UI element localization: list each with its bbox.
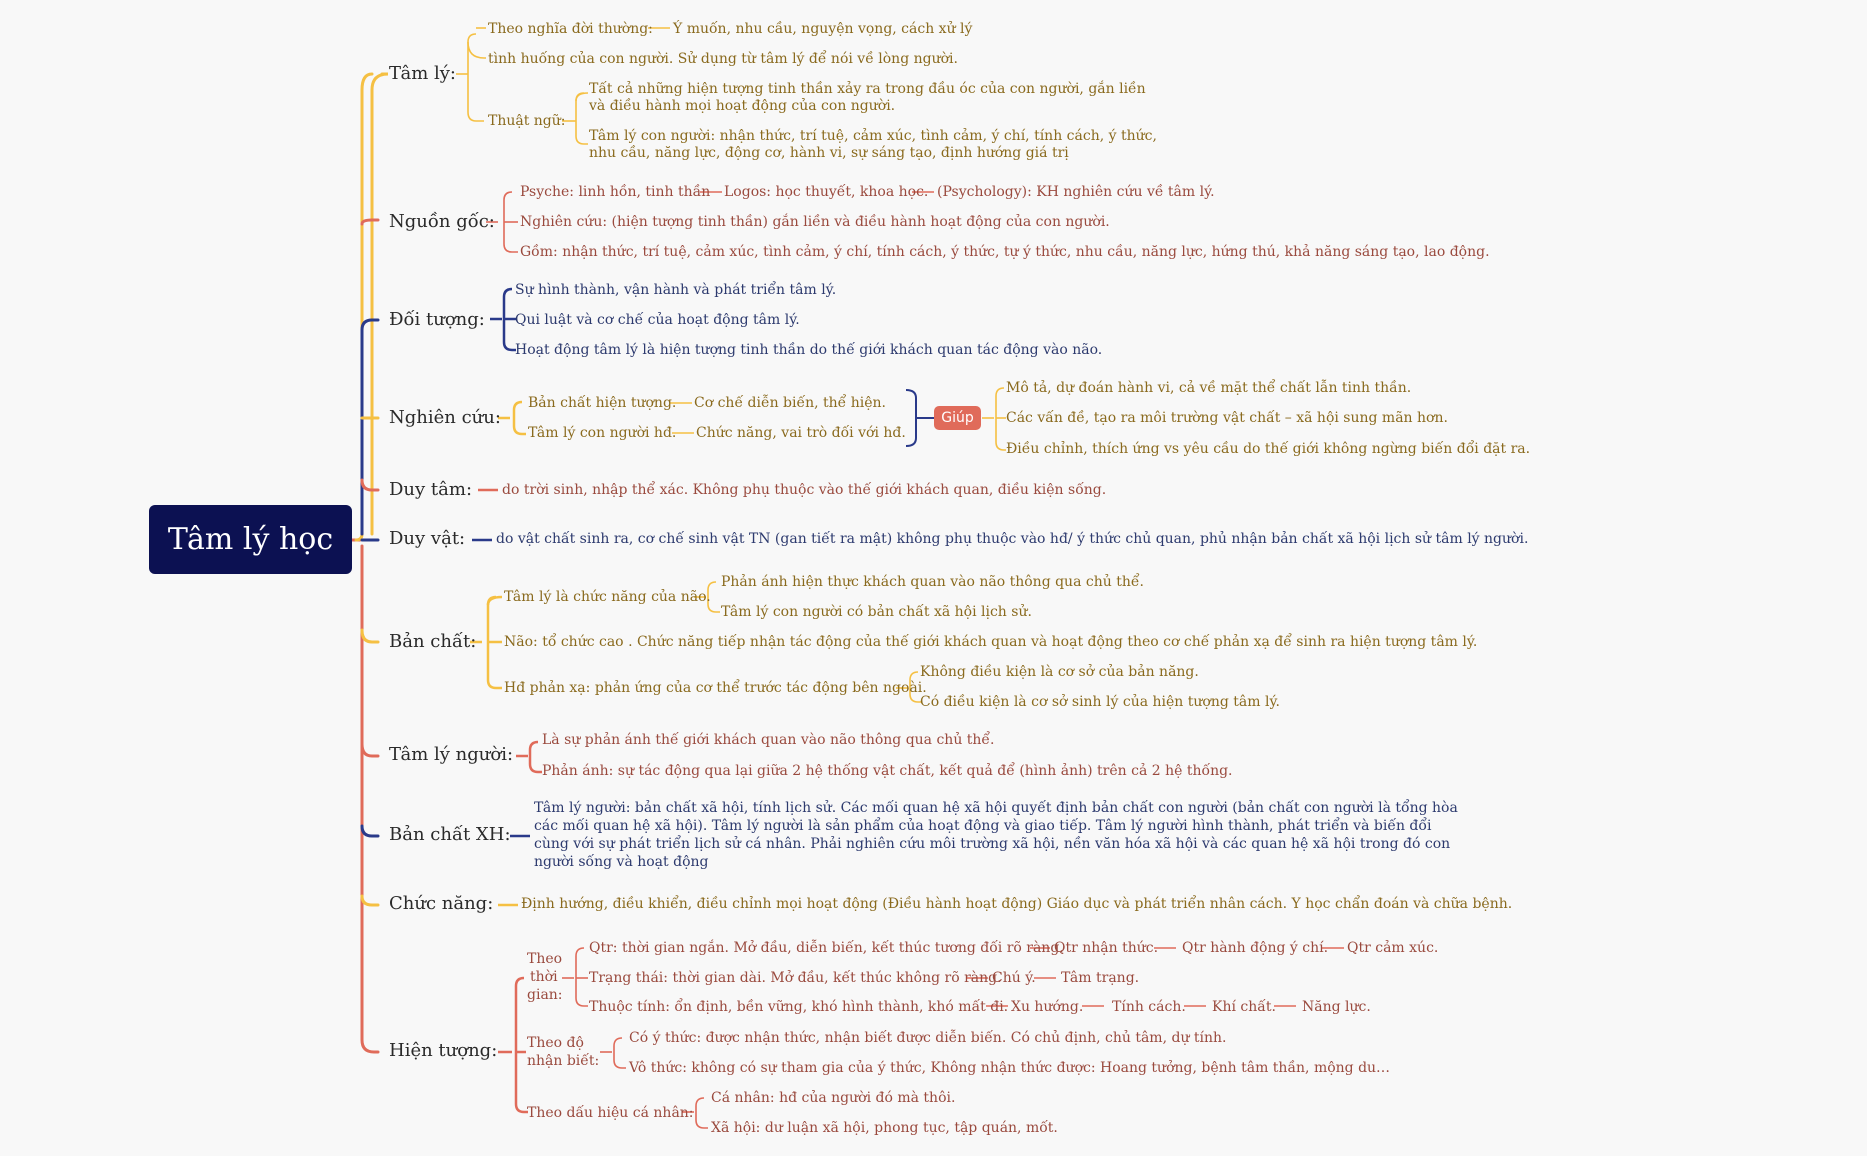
node-phan-xa[interactable]: Hđ phản xạ: phản ứng của cơ thể trước tác động bên ngoài.	[504, 680, 927, 696]
node-thuat-ngu-1b[interactable]: và điều hành mọi hoạt động của con người.	[589, 98, 896, 114]
node-nhan-biet-1[interactable]: Theo độ	[527, 1035, 584, 1051]
node-khi-chat[interactable]: Khí chất.	[1212, 999, 1276, 1015]
topic-duy-vat[interactable]: Duy vật:	[389, 528, 466, 549]
topic-nghien-cuu[interactable]: Nghiên cứu:	[389, 407, 501, 428]
topic-ban-chat[interactable]: Bản chất:	[389, 631, 477, 652]
node-psychology[interactable]: (Psychology): KH nghiên cứu về tâm lý.	[937, 184, 1215, 200]
node-chuc-nang-nao[interactable]: Tâm lý là chức năng của não.	[504, 589, 711, 605]
node-nghien-cuu-goc[interactable]: Nghiên cứu: (hiện tượng tinh thần) gắn liền và điều hành hoạt động của con người.	[520, 214, 1110, 230]
node-giup-2[interactable]: Các vấn đề, tạo ra môi trường vật chất – xã hội sung mãn hơn.	[1006, 410, 1448, 426]
node-ban-chat-xhls[interactable]: Tâm lý con người có bản chất xã hội lịch sử.	[721, 604, 1032, 620]
node-tinh-huong[interactable]: tình huống của con người. Sử dụng từ tâm lý để nói về lòng người.	[488, 51, 958, 67]
topic-hien-tuong[interactable]: Hiện tượng:	[389, 1040, 498, 1061]
node-xu-huong[interactable]: Xu hướng.	[1011, 999, 1084, 1015]
node-bcxh-line-3[interactable]: cùng với sự phát triển lịch sử cá nhân. Phải nghiên cứu môi trường xã hội, nền văn hóa xã hội và các quan hệ xã hội trong đó con	[534, 836, 1451, 852]
node-co-y-thuc[interactable]: Có ý thức: được nhận thức, nhận biết được diễn biến. Có chủ định, chủ tâm, dự tính.	[629, 1030, 1227, 1046]
topic-tam-ly-nguoi[interactable]: Tâm lý người:	[389, 744, 514, 765]
node-thuat-ngu-2b[interactable]: nhu cầu, năng lực, động cơ, hành vi, sự sáng tạo, định hướng giá trị	[589, 145, 1069, 161]
node-giup-3[interactable]: Điều chỉnh, thích ứng vs yêu cầu do thế giới không ngừng biến đổi đặt ra.	[1006, 441, 1531, 457]
node-giup-1[interactable]: Mô tả, dự đoán hành vi, cả về mặt thể chất lẫn tinh thần.	[1006, 380, 1412, 396]
topic-chuc-nang[interactable]: Chức năng:	[389, 893, 494, 914]
node-theo-thoi-gian-3[interactable]: gian:	[527, 987, 563, 1003]
node-logos[interactable]: Logos: học thuyết, khoa học.	[724, 184, 929, 200]
node-ban-chat-hien-tuong[interactable]: Bản chất hiện tượng.	[528, 395, 677, 411]
node-thuat-ngu-1a[interactable]: Tất cả những hiện tượng tinh thần xảy ra trong đầu óc của con người, gắn liền	[589, 81, 1146, 97]
node-nao[interactable]: Não: tổ chức cao . Chức năng tiếp nhận tác động của thế giới khách quan và hoạt động theo cơ chế phản xạ để sinh ra hiện tượng tâm lý.	[504, 634, 1478, 650]
node-ca-nhan[interactable]: Cá nhân: hđ của người đó mà thôi.	[711, 1090, 956, 1106]
node-nhan-biet-2[interactable]: nhận biết:	[527, 1053, 600, 1069]
node-vo-thuc[interactable]: Vô thức: không có sự tham gia của ý thức, Không nhận thức được: Hoang tưởng, bệnh tâm thần, mộng du…	[629, 1060, 1391, 1076]
node-chuc-nang-text[interactable]: Định hướng, điều khiển, điều chỉnh mọi hoạt động (Điều hành hoạt động) Giáo dục và phát triển nhân cách. Y học chẩn đoán và chữa bệnh.	[521, 896, 1513, 912]
node-tln-2[interactable]: Phản ánh: sự tác động qua lại giữa 2 hệ thống vật chất, kết quả để (hình ảnh) trên cả 2 hệ thống.	[542, 763, 1233, 779]
node-bcxh-line-4[interactable]: người sống và hoạt động	[534, 854, 709, 870]
node-psyche[interactable]: Psyche: linh hồn, tinh thần	[520, 184, 711, 200]
node-thuoc-tinh[interactable]: Thuộc tính: ổn định, bền vững, khó hình thành, khó mất đi.	[589, 999, 1009, 1015]
node-chu-y[interactable]: Chú ý.	[992, 970, 1036, 986]
node-trang-thai[interactable]: Trạng thái: thời gian dài. Mở đầu, kết thúc không rõ ràng.	[589, 970, 1002, 986]
node-theo-thoi-gian-1[interactable]: Theo	[527, 951, 563, 967]
node-nang-luc[interactable]: Năng lực.	[1302, 999, 1371, 1015]
node-theo-thoi-gian-2[interactable]: thời	[530, 969, 558, 985]
node-co-dieu-kien[interactable]: Có điều kiện là cơ sở sinh lý của hiện tượng tâm lý.	[920, 694, 1280, 710]
topic-tam-ly[interactable]: Tâm lý:	[389, 63, 456, 84]
node-qtr-nhan-thuc[interactable]: Qtr nhận thức.	[1054, 940, 1159, 956]
node-duy-tam-text[interactable]: do trời sinh, nhập thể xác. Không phụ thuộc vào thế giới khách quan, điều kiện sống.	[502, 482, 1107, 498]
node-chuc-nang-vai-tro[interactable]: Chức năng, vai trò đối với hđ.	[696, 425, 906, 441]
topic-nguon-goc[interactable]: Nguồn gốc:	[389, 211, 495, 232]
node-doi-tuong-2[interactable]: Qui luật và cơ chế của hoạt động tâm lý.	[515, 312, 800, 328]
node-bcxh-line-2[interactable]: các mối quan hệ xã hội). Tâm lý người là sản phẩm của hoạt động và giao tiếp. Tâm lý người hình thành, phát triển và biến đổi	[534, 818, 1432, 834]
node-theo-nghia[interactable]: Theo nghĩa đời thường:	[488, 21, 653, 37]
node-qtr-hanh-dong[interactable]: Qtr hành động ý chí.	[1182, 940, 1329, 956]
topic-ban-chat-xh[interactable]: Bản chất XH:	[389, 824, 511, 845]
node-tln-1[interactable]: Là sự phản ánh thế giới khách quan vào não thông qua chủ thể.	[542, 732, 995, 748]
node-qtr-cam-xuc[interactable]: Qtr cảm xúc.	[1347, 940, 1439, 956]
topic-doi-tuong[interactable]: Đối tượng:	[389, 309, 485, 330]
node-gom[interactable]: Gồm: nhận thức, trí tuệ, cảm xúc, tình cảm, ý chí, tính cách, ý thức, tự ý thức, nhu cầu, năng lực, hứng thú, khả năng sáng tạo, lao động.	[520, 244, 1490, 260]
node-qtr[interactable]: Qtr: thời gian ngắn. Mở đầu, diễn biến, kết thúc tương đối rõ ràng.	[589, 940, 1064, 956]
topic-duy-tam[interactable]: Duy tâm:	[389, 479, 473, 500]
node-nghia-value[interactable]: Ý muốn, nhu cầu, nguyện vọng, cách xử lý	[673, 21, 973, 37]
node-dau-hieu-ca-nhan[interactable]: Theo dấu hiệu cá nhân:	[527, 1105, 694, 1121]
node-thuat-ngu[interactable]: Thuật ngữ:	[488, 113, 566, 129]
root-topic[interactable]: Tâm lý học	[149, 505, 352, 574]
node-thuat-ngu-2a[interactable]: Tâm lý con người: nhận thức, trí tuệ, cảm xúc, tình cảm, ý chí, tính cách, ý thức,	[589, 128, 1157, 144]
node-doi-tuong-3[interactable]: Hoạt động tâm lý là hiện tượng tinh thần do thế giới khách quan tác động vào não.	[515, 342, 1103, 358]
giup-tag[interactable]: Giúp	[934, 406, 981, 430]
node-tam-trang[interactable]: Tâm trạng.	[1061, 970, 1140, 986]
node-khong-dieu-kien[interactable]: Không điều kiện là cơ sở của bản năng.	[920, 664, 1199, 680]
node-duy-vat-text[interactable]: do vật chất sinh ra, cơ chế sinh vật TN (gan tiết ra mật) không phụ thuộc vào hđ/ ý thức chủ quan, phủ nhận bản chất xã hội lịch sử tâm lý người.	[496, 531, 1529, 547]
node-bcxh-line-1[interactable]: Tâm lý người: bản chất xã hội, tính lịch sử. Các mối quan hệ xã hội quyết định bản chất con người (bản chất con người là tổng hòa	[534, 800, 1458, 816]
node-phan-anh-hien-thuc[interactable]: Phản ánh hiện thực khách quan vào não thông qua chủ thể.	[721, 574, 1144, 590]
node-tam-ly-con-nguoi-hd[interactable]: Tâm lý con người hđ.	[528, 425, 677, 441]
node-doi-tuong-1[interactable]: Sự hình thành, vận hành và phát triển tâm lý.	[515, 282, 837, 298]
node-xa-hoi[interactable]: Xã hội: dư luận xã hội, phong tục, tập quán, mốt.	[711, 1120, 1058, 1136]
node-tinh-cach[interactable]: Tính cách.	[1112, 999, 1186, 1015]
node-co-che[interactable]: Cơ chế diễn biến, thể hiện.	[694, 395, 886, 411]
